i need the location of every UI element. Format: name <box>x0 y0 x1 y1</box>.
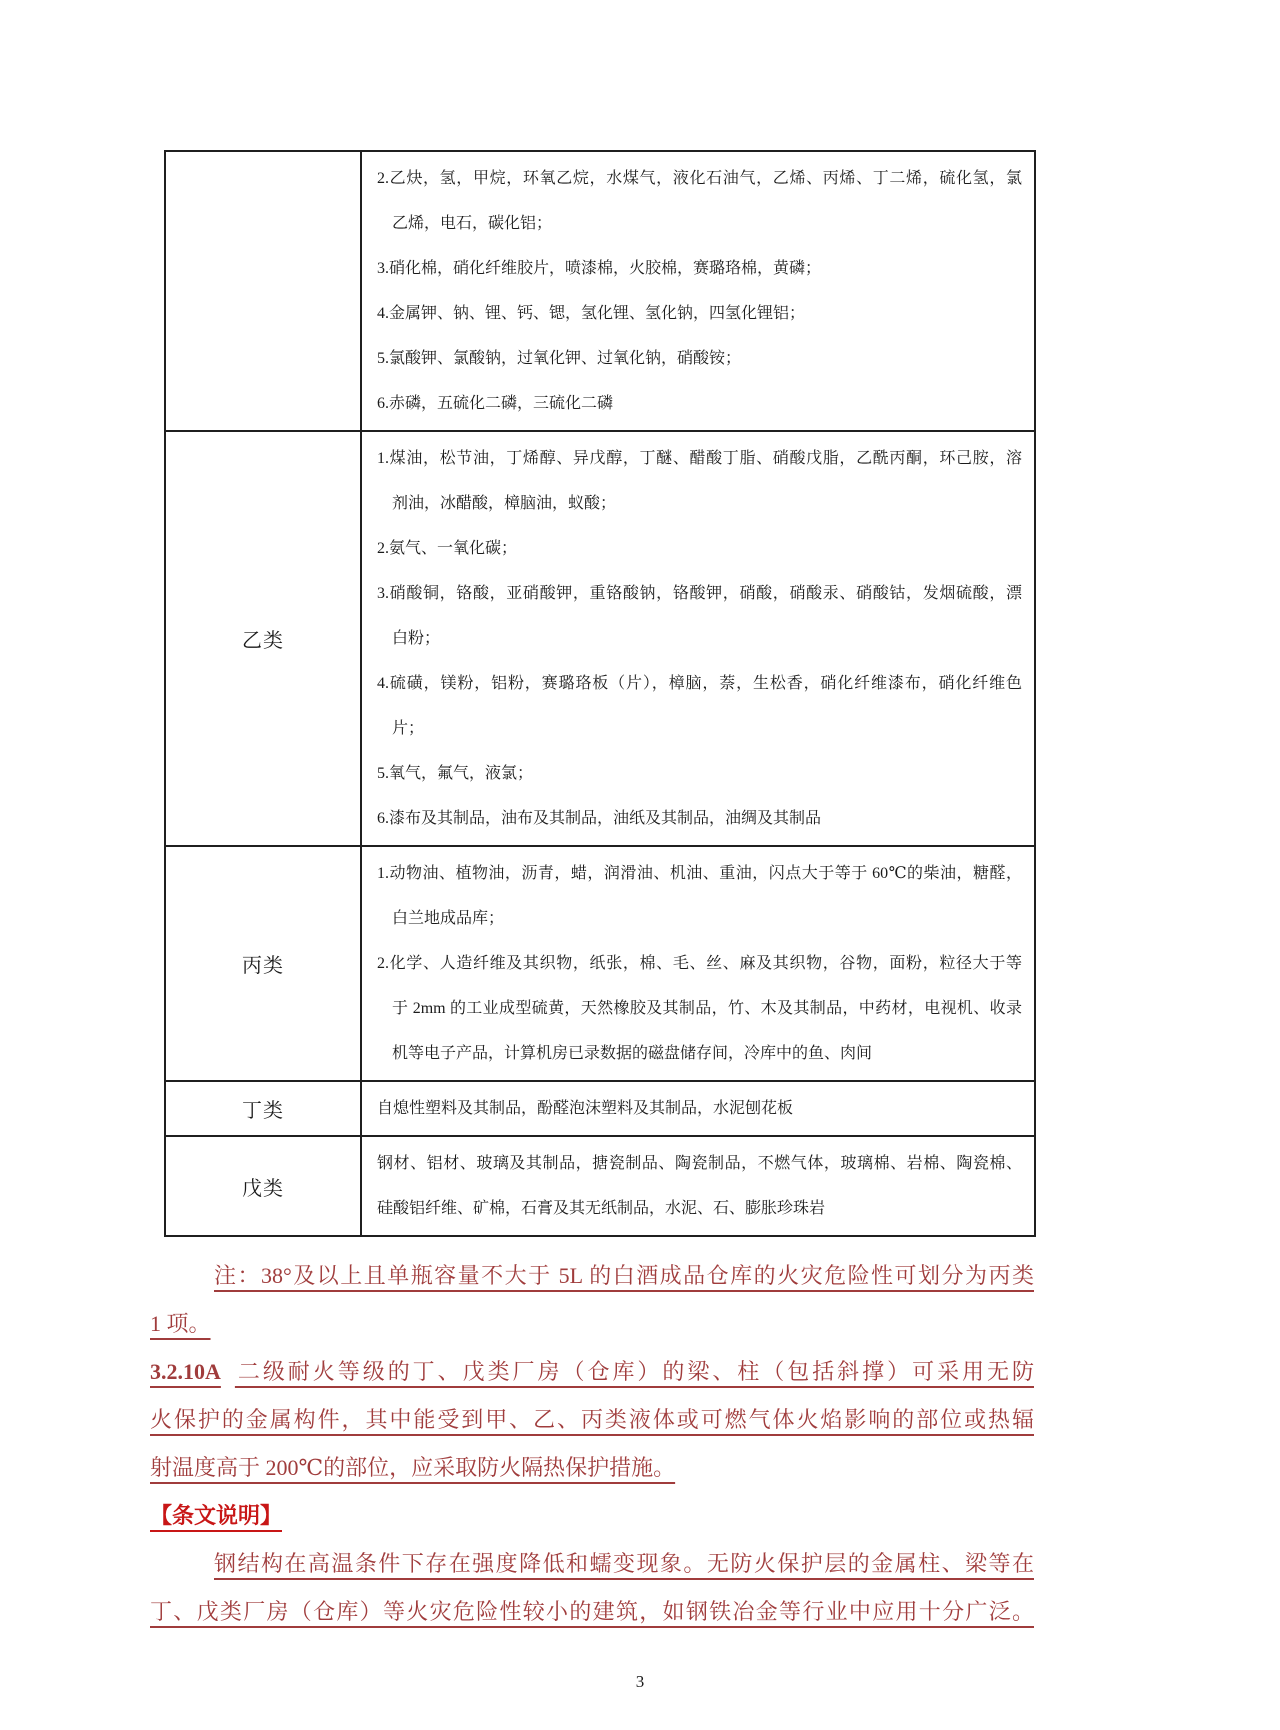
note-line: 射温度高于 200℃的部位，应采取防火隔热保护措施。 <box>150 1455 676 1480</box>
row-label: 丁类 <box>165 1081 361 1136</box>
row-label <box>165 151 361 431</box>
row-content <box>361 1136 1035 1236</box>
clause-3-2-10A <box>150 1348 1034 1492</box>
cell-line: 于 2mm 的工业成型硫黄，天然橡胶及其制品，竹、木及其制品，中药材，电视机、收录 <box>392 1000 1022 1017</box>
note-line: 丁、戊类厂房（仓库）等火灾危险性较小的建筑，如钢铁冶金等行业中应用十分广泛。 <box>150 1599 1034 1624</box>
table-row <box>165 846 1035 1081</box>
cell-line: 5.氯酸钾、氯酸钠，过氧化钾、过氧化钠，硝酸铵； <box>377 350 742 367</box>
cell-line: 3.硝酸铜，铬酸，亚硝酸钾，重铬酸钠，铬酸钾，硝酸，硝酸汞、硝酸钴，发烟硫酸，漂 <box>377 585 1022 602</box>
note-line: 钢结构在高温条件下存在强度降低和蠕变现象。无防火保护层的金属柱、梁等在 <box>214 1551 1034 1576</box>
cell-line: 6.漆布及其制品，油布及其制品，油纸及其制品，油绸及其制品 <box>377 810 822 827</box>
table-row <box>165 1081 1035 1136</box>
note-line: 1 项。 <box>150 1311 211 1336</box>
cell-line: 2.化学、人造纤维及其织物，纸张，棉、毛、丝、麻及其织物，谷物，面粉，粒径大于等 <box>377 955 1022 972</box>
clause-text: 二级耐火等级的丁、戊类厂房（仓库）的梁、柱（包括斜撑）可采用无防 <box>234 1359 1034 1384</box>
row-content <box>361 846 1035 1081</box>
note-line <box>150 1348 1034 1396</box>
cell-line: 自熄性塑料及其制品，酚醛泡沫塑料及其制品，水泥刨花板 <box>377 1100 794 1117</box>
note-line: 火保护的金属构件，其中能受到甲、乙、丙类液体或可燃气体火焰影响的部位或热辐 <box>150 1407 1034 1432</box>
row-label: 戊类 <box>165 1136 361 1236</box>
cell-line: 白粉； <box>392 630 441 647</box>
row-content <box>361 1081 1035 1136</box>
table-row <box>165 431 1035 846</box>
hazard-table <box>164 150 1036 1237</box>
cell-line: 4.金属钾、钠、锂、钙、锶，氢化锂、氢化钠，四氢化锂铝； <box>377 305 806 322</box>
cell-line: 钢材、铝材、玻璃及其制品，搪瓷制品、陶瓷制品，不燃气体，玻璃棉、岩棉、陶瓷棉、 <box>377 1155 1022 1172</box>
row-content <box>361 151 1035 431</box>
cell-line: 机等电子产品，计算机房已录数据的磁盘储存间，冷库中的鱼、肉间 <box>392 1045 873 1062</box>
page-number: 3 <box>635 1672 645 1691</box>
cell-line: 5.氧气，氟气，液氯； <box>377 765 534 782</box>
cell-line: 剂油，冰醋酸，樟脑油，蚁酸； <box>392 495 617 512</box>
note-line: 【条文说明】 <box>150 1503 283 1528</box>
cell-line: 1.煤油，松节油，丁烯醇、异戊醇，丁醚、醋酸丁脂、硝酸戊脂，乙酰丙酮，环己胺，溶 <box>377 450 1022 467</box>
row-content <box>361 431 1035 846</box>
note-paragraph <box>150 1252 1034 1348</box>
row-label: 丙类 <box>165 846 361 1081</box>
cell-line: 乙烯，电石，碳化铝； <box>392 215 553 232</box>
hazard-table-body <box>165 151 1035 1236</box>
table-row <box>165 1136 1035 1236</box>
table-row <box>165 151 1035 431</box>
cell-line: 3.硝化棉，硝化纤维胶片，喷漆棉，火胶棉，赛璐珞棉，黄磷； <box>377 260 822 277</box>
cell-line: 硅酸铝纤维、矿棉，石膏及其无纸制品，水泥、石、膨胀珍珠岩 <box>377 1200 826 1217</box>
cell-line: 白兰地成品库； <box>392 910 505 927</box>
clause-note-heading <box>150 1492 1034 1540</box>
cell-line: 2.乙炔，氢，甲烷，环氧乙烷，水煤气，液化石油气，乙烯、丙烯、丁二烯，硫化氢，氯 <box>377 170 1022 187</box>
clause-number: 3.2.10A <box>150 1359 221 1384</box>
explanation-paragraph <box>150 1540 1034 1636</box>
cell-line: 2.氨气、一氧化碳； <box>377 540 518 557</box>
cell-line: 6.赤磷，五硫化二磷，三硫化二磷 <box>377 395 614 412</box>
document-body <box>150 150 1034 1636</box>
cell-line: 4.硫磺，镁粉，铝粉，赛璐珞板（片），樟脑，萘，生松香，硝化纤维漆布，硝化纤维色 <box>377 675 1022 692</box>
note-line: 注：38°及以上且单瓶容量不大于 5L 的白酒成品仓库的火灾危险性可划分为丙类 <box>214 1263 1034 1288</box>
row-label: 乙类 <box>165 431 361 846</box>
notes-section <box>150 1252 1034 1636</box>
cell-line: 1.动物油、植物油，沥青，蜡，润滑油、机油、重油，闪点大于等于 60℃的柴油，糖醛， <box>377 865 1022 882</box>
cell-line: 片； <box>392 720 425 737</box>
